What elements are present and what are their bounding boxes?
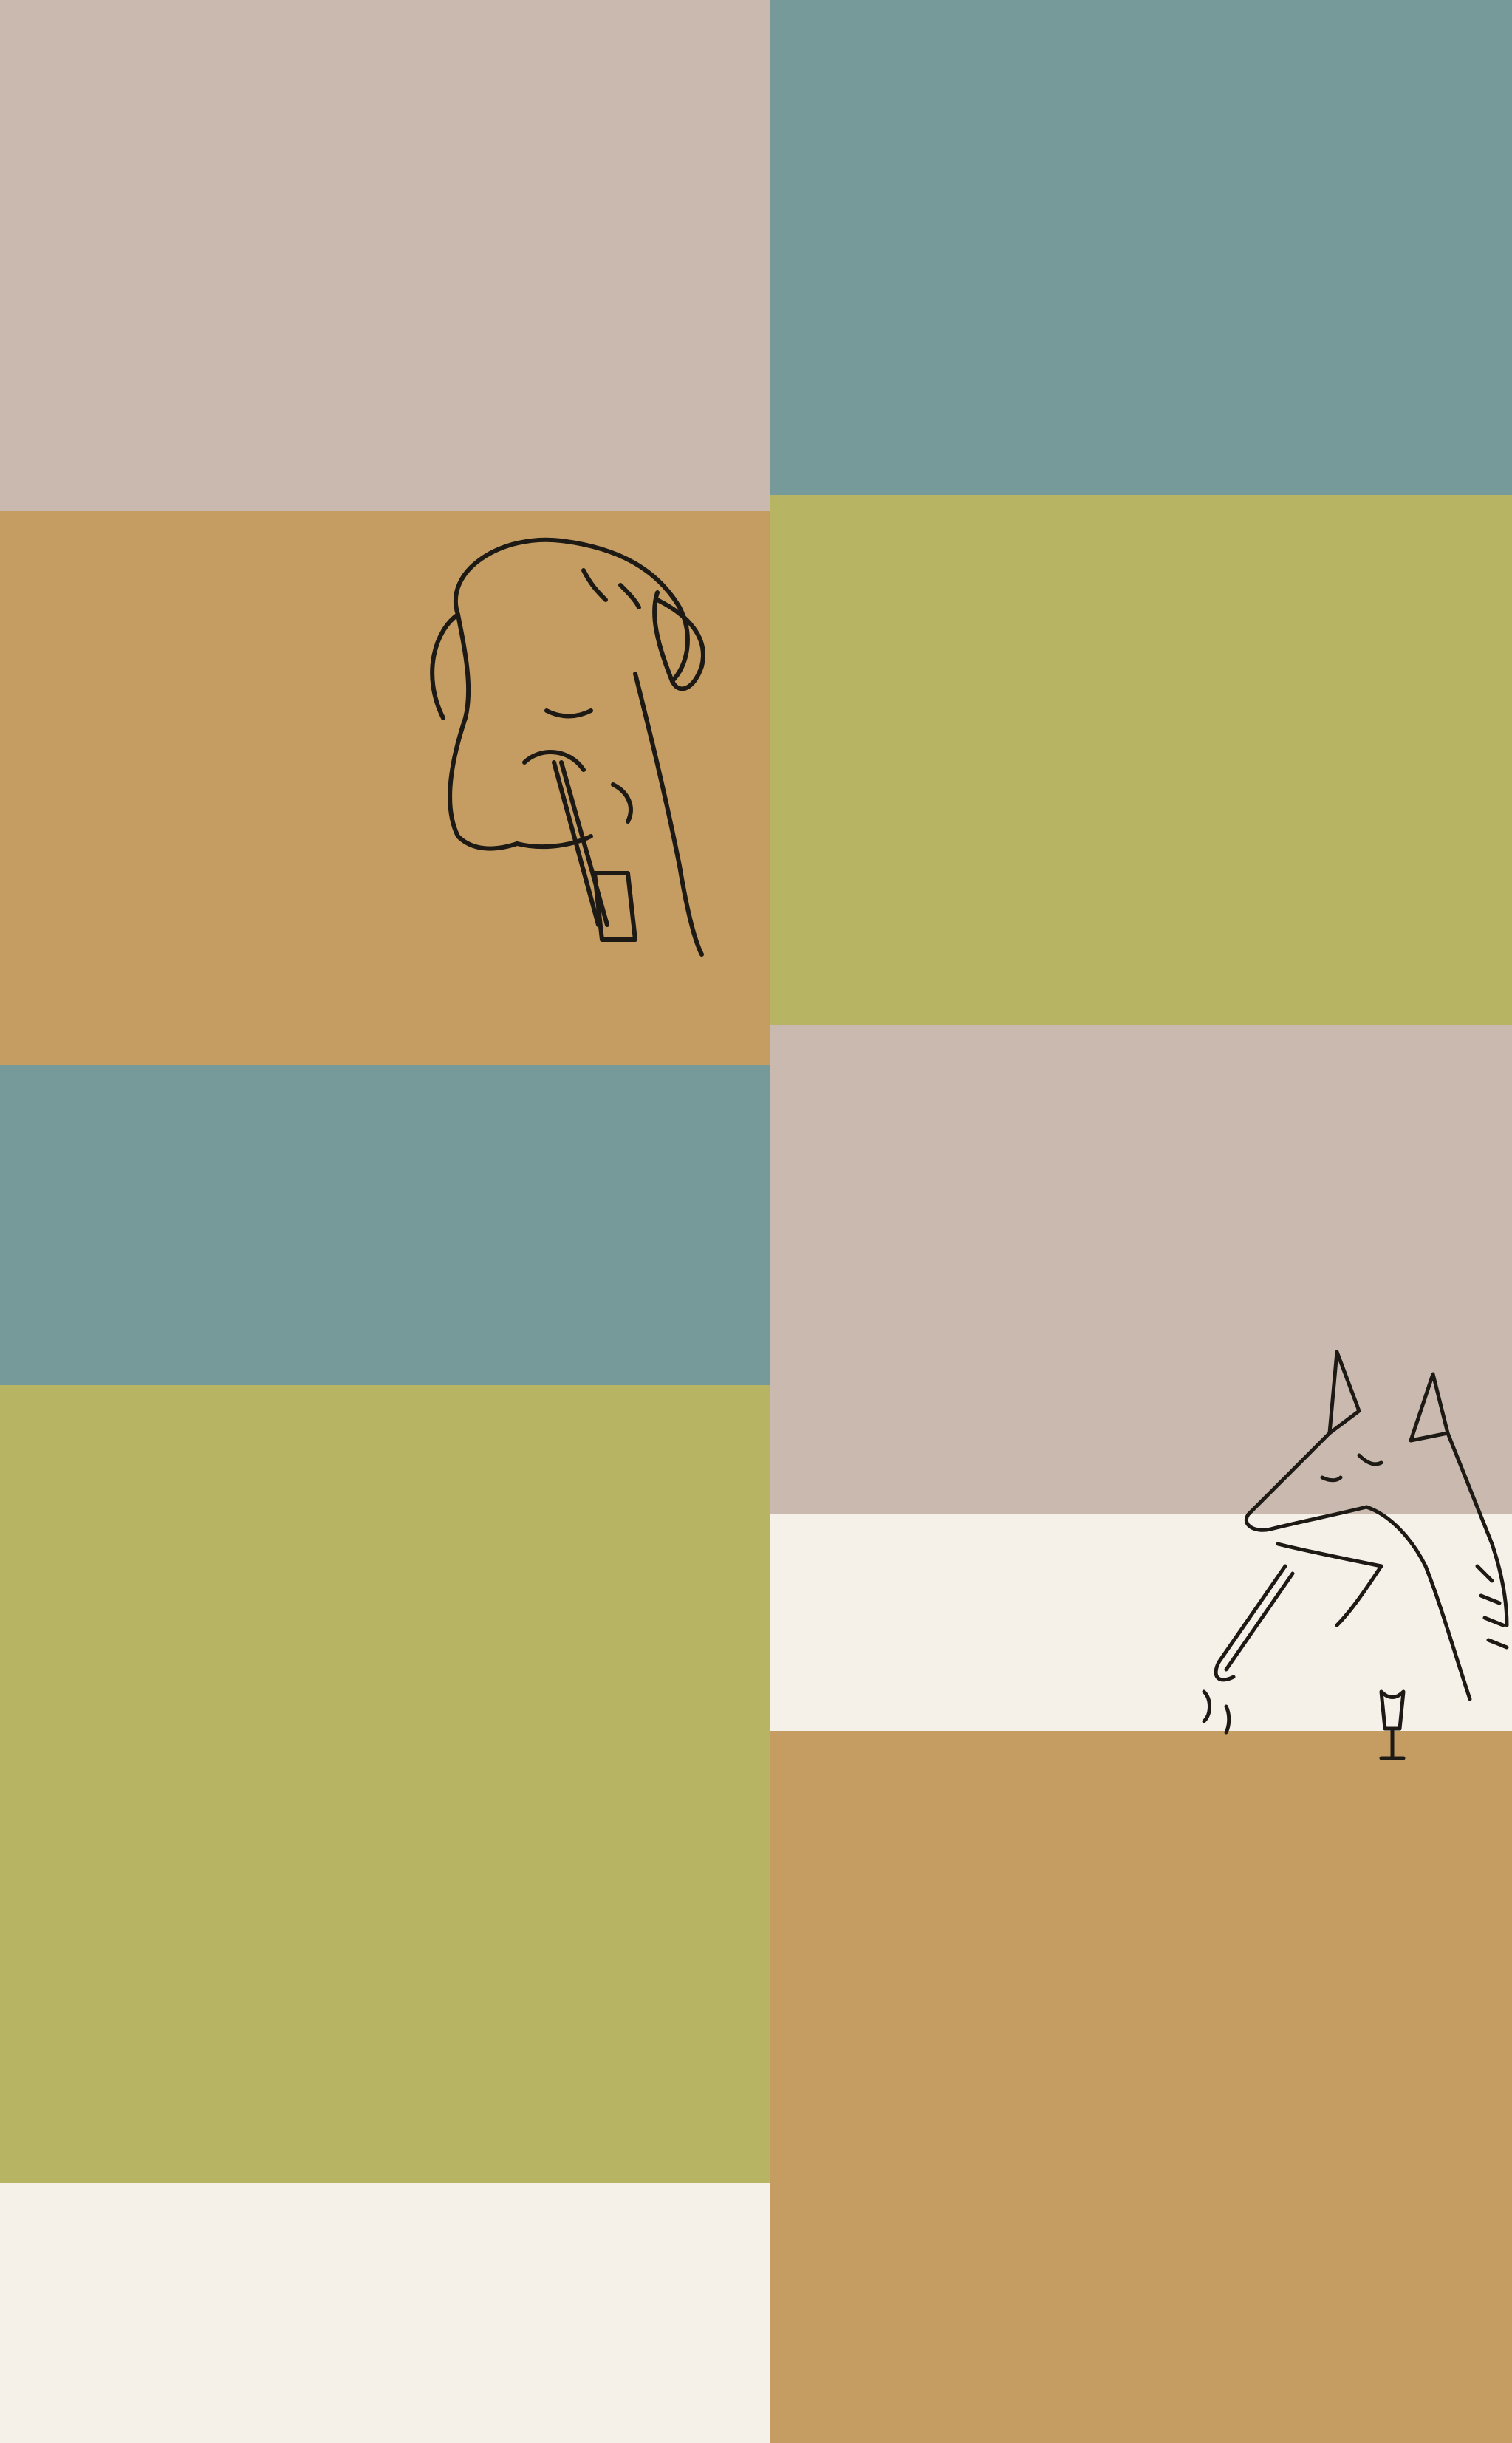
menu-item [73,101,83,126]
menu-item [408,1474,418,1499]
menu-item [73,1561,83,1586]
menu-item [73,728,83,754]
menu-item [73,300,83,325]
menu-item [73,167,83,192]
rode-panel [770,1731,1512,2443]
menu-item [408,1648,418,1673]
fox-clarinet-sketch [1189,1344,1512,1788]
menu-item [73,891,83,916]
menu-item [73,1746,83,1771]
menu-item [408,1965,418,1990]
aperitivo-panel [0,2183,770,2443]
menu-item [408,1794,418,1819]
desserter-panel [770,0,1512,495]
menu-item [408,2025,418,2050]
menu-item [73,1474,83,1499]
menu-item [73,1006,83,1031]
menu-item [408,1706,418,1731]
menu-item [73,845,83,870]
menu-item [73,1932,83,1957]
menu-item [73,1316,83,1341]
menu-item [73,1141,83,1166]
menu-item [73,1648,83,1673]
hvite-panel [770,495,1512,1025]
menu-item [73,589,83,614]
menu-item [73,366,83,392]
menu-item [73,670,83,695]
mineral-panel [0,0,770,511]
menu-item [73,1202,83,1227]
menu-item [408,2066,418,2091]
menu-item [73,1839,83,1864]
flaske-panel [0,1385,770,2183]
menu-item [73,433,83,458]
kaffe-panel [0,511,770,1065]
menu-item [73,628,83,653]
menu-item [73,787,83,812]
menu-item [408,1561,418,1586]
menu-item [73,1259,83,1284]
dog-clarinet-sketch [414,526,739,969]
menu-item [73,233,83,259]
menu-item [73,937,83,962]
fat-panel [0,1065,770,1385]
menu-item [408,1879,418,1904]
